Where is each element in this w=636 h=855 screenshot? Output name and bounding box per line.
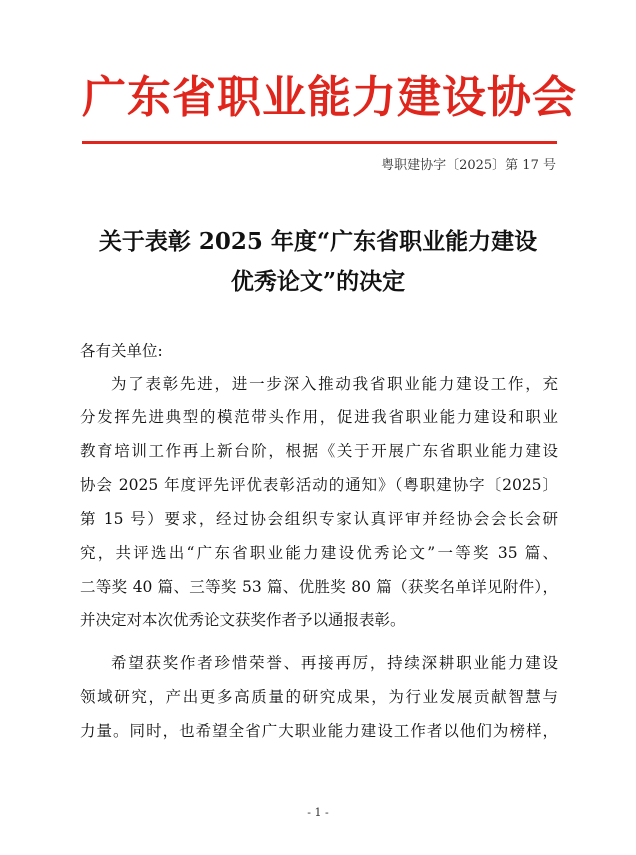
body-line-11: 力量。同时，也希望全省广大职业能力建设工作者以他们为榜样， (80, 722, 558, 740)
document-title-line-1: 关于表彰 2025 年度“广东省职业能力建设 (98, 228, 538, 255)
organization-header: 广东省职业能力建设协会 (82, 72, 577, 123)
body-line-7: 二等奖 40 篇、三等奖 53 篇、优胜奖 80 篇（获奖名单详见附件）， (80, 578, 558, 596)
body-line-4: 协会 2025 年度评先评优表彰活动的通知》（粤职建协字〔2025〕 (80, 476, 558, 494)
body-line-1: 为了表彰先进，进一步深入推动我省职业能力建设工作，充 (111, 375, 558, 393)
body-line-6: 究，共评选出“广东省职业能力建设优秀论文”一等奖 35 篇、 (80, 544, 558, 562)
document-title (70, 222, 566, 302)
body-line-2: 分发挥先进典型的模范带头作用，促进我省职业能力建设和职业 (80, 408, 558, 426)
body-line-3: 教育培训工作再上新台阶，根据《关于开展广东省职业能力建设 (80, 442, 558, 460)
page-number: - 1 - (307, 806, 329, 819)
body-line-10: 领域研究，产出更多高质量的研究成果，为行业发展贡献智慧与 (80, 688, 558, 706)
header-red-rule (82, 141, 557, 144)
document-title-line-2: 优秀论文”的决定 (230, 268, 406, 295)
document-number: 粤职建协字〔2025〕第 17 号 (381, 158, 556, 173)
body-line-8: 并决定对本次优秀论文获奖作者予以通报表彰。 (80, 611, 406, 629)
salutation: 各有关单位: (80, 342, 163, 360)
body-line-5: 第 15 号）要求，经过协会组织专家认真评审并经协会会长会研 (80, 510, 558, 528)
body-line-9: 希望获奖作者珍惜荣誉、再接再厉，持续深耕职业能力建设 (111, 654, 558, 672)
